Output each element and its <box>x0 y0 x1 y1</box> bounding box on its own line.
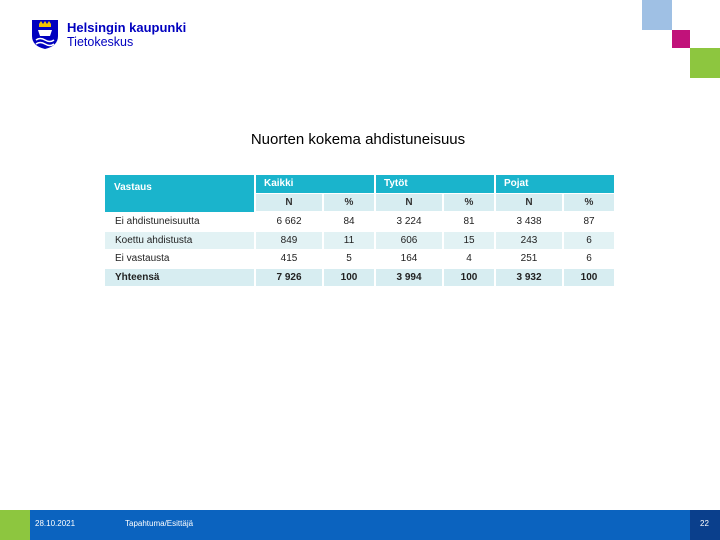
subheader-n: N <box>376 194 442 211</box>
table-cell: 6 <box>564 232 614 249</box>
table-cell: 100 <box>324 269 374 286</box>
table-cell: 84 <box>324 213 374 230</box>
decor-square-magenta <box>672 30 690 48</box>
table-cell: 6 <box>564 250 614 267</box>
table-row <box>105 250 615 269</box>
table-cell: 100 <box>444 269 494 286</box>
table-subheader-row <box>105 194 615 213</box>
slide-title: Nuorten kokema ahdistuneisuus <box>250 131 466 148</box>
helsinki-crest-icon <box>30 18 60 50</box>
table-cell: 5 <box>324 250 374 267</box>
footer-page-box <box>690 510 720 540</box>
footer-green-square <box>0 510 30 540</box>
table-cell: 164 <box>376 250 442 267</box>
table-cell: 100 <box>564 269 614 286</box>
logo-subtitle: Tietokeskus <box>67 35 134 49</box>
table-total-row <box>105 269 615 288</box>
data-table <box>105 175 615 287</box>
table-cell: 3 438 <box>496 213 562 230</box>
table-cell: 606 <box>376 232 442 249</box>
group-header-tytot: Tytöt <box>376 175 494 193</box>
group-header-kaikki: Kaikki <box>256 175 374 193</box>
table-cell: 7 926 <box>256 269 322 286</box>
table-row <box>105 213 615 232</box>
table-cell: 3 994 <box>376 269 442 286</box>
table-cell: 243 <box>496 232 562 249</box>
table-cell: 6 662 <box>256 213 322 230</box>
footer-date: 28.10.2021 <box>35 519 76 528</box>
table-cell: 87 <box>564 213 614 230</box>
row-label: Yhteensä <box>105 269 254 286</box>
table-cell: 15 <box>444 232 494 249</box>
row-label: Koettu ahdistusta <box>105 232 254 249</box>
column-header-vastaus: Vastaus <box>105 175 254 212</box>
table-cell: 81 <box>444 213 494 230</box>
row-label: Ei ahdistuneisuutta <box>105 213 254 230</box>
subheader-percent: % <box>564 194 614 211</box>
group-header-pojat: Pojat <box>496 175 614 193</box>
table-cell: 11 <box>324 232 374 249</box>
table-cell: 3 932 <box>496 269 562 286</box>
logo-name: Helsingin kaupunki <box>67 20 187 35</box>
subheader-percent: % <box>324 194 374 211</box>
footer-presenter: Tapahtuma/Esittäjä <box>125 519 194 528</box>
table-row <box>105 232 615 251</box>
table-header-row <box>105 175 615 194</box>
page-number: 22 <box>700 519 709 528</box>
helsinki-logo <box>30 18 190 54</box>
subheader-percent: % <box>444 194 494 211</box>
table-cell: 415 <box>256 250 322 267</box>
subheader-n: N <box>256 194 322 211</box>
footer-bar <box>0 510 720 540</box>
table-cell: 3 224 <box>376 213 442 230</box>
decor-square-green <box>690 48 720 78</box>
row-label: Ei vastausta <box>105 250 254 267</box>
table-cell: 4 <box>444 250 494 267</box>
table-cell: 849 <box>256 232 322 249</box>
decor-square-blue <box>642 0 672 30</box>
subheader-n: N <box>496 194 562 211</box>
table-cell: 251 <box>496 250 562 267</box>
